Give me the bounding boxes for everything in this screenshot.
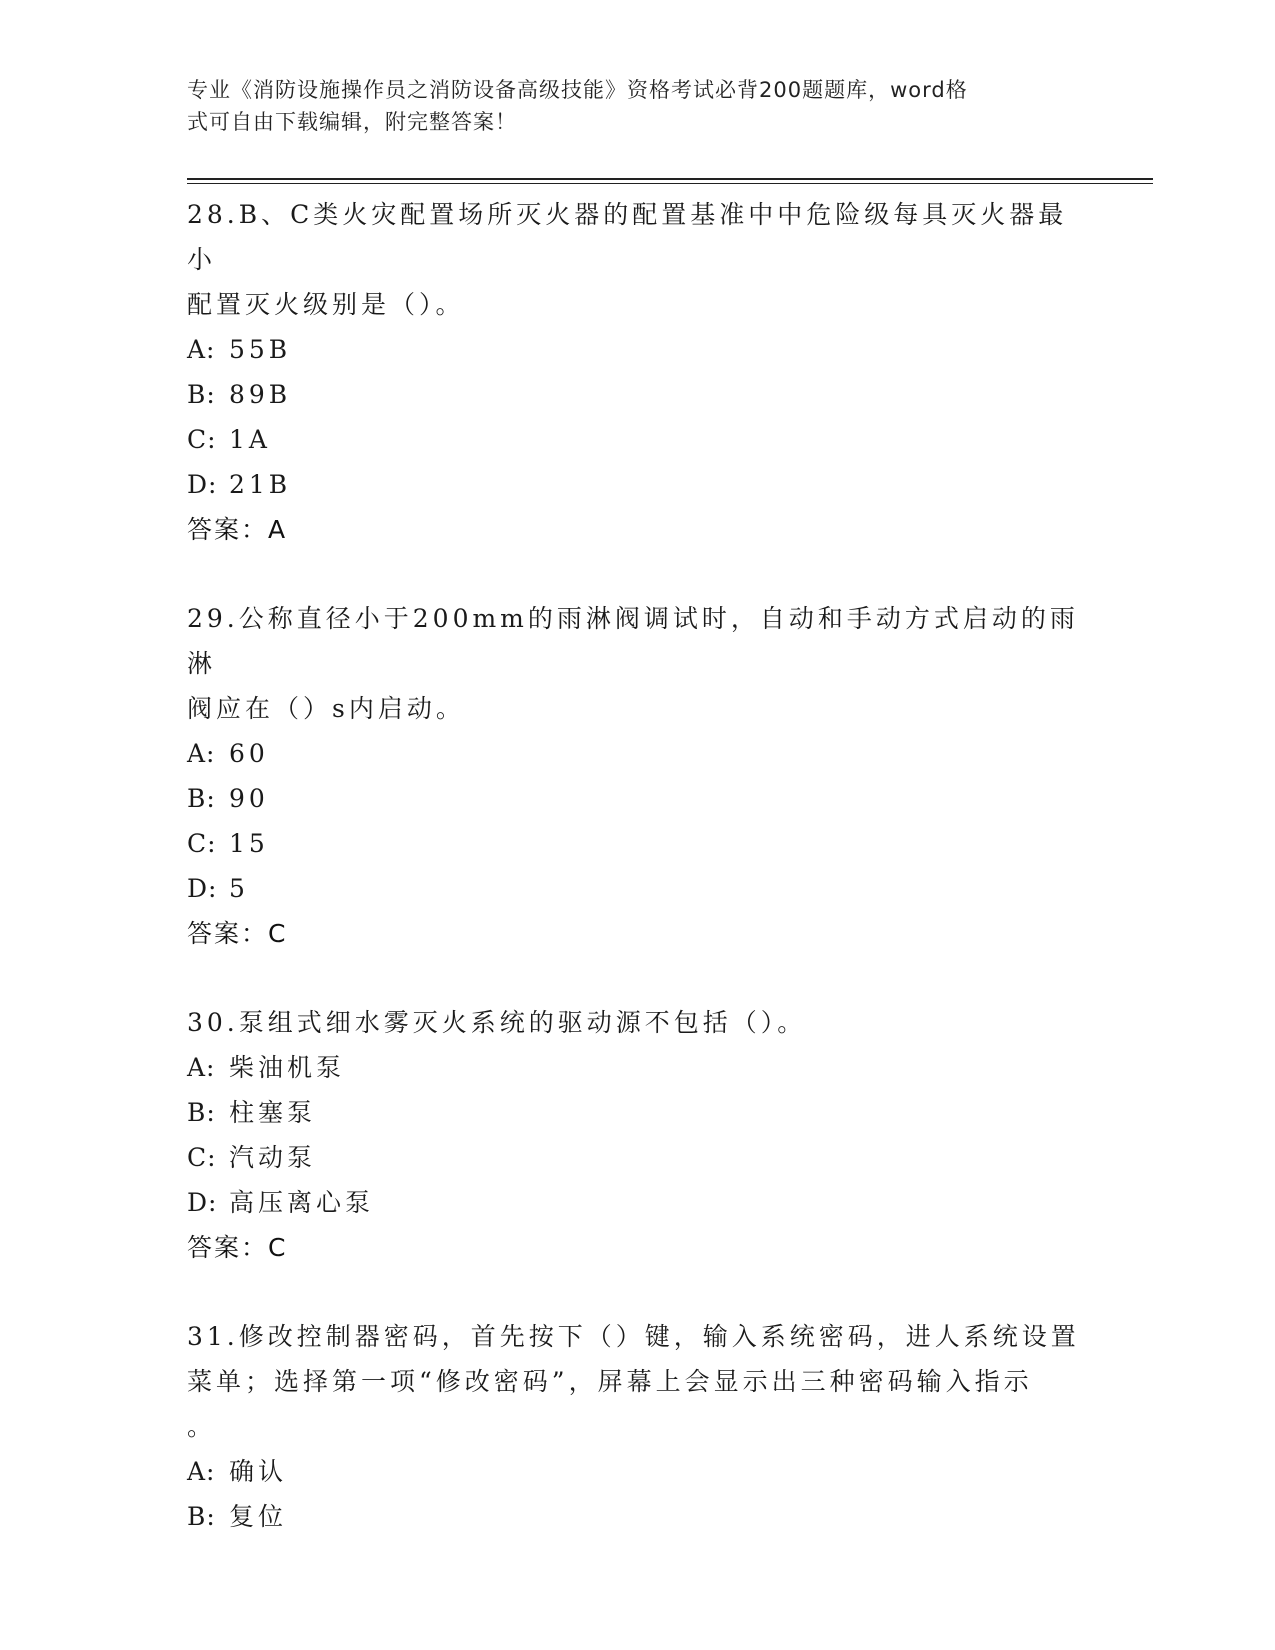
question-stem-line: 28.B、C类火灾配置场所灭火器的配置基准中中危险级每具灭火器最小	[187, 200, 1068, 274]
question-stem-line: 。	[187, 1412, 217, 1441]
question-stem	[187, 596, 1087, 731]
option-letter: A:	[187, 1457, 216, 1486]
option-text: 柱塞泵	[229, 1098, 317, 1127]
question-stem-line: 29.公称直径小于200mm的雨淋阀调试时，自动和手动方式启动的雨淋	[187, 604, 1079, 678]
option-letter: A:	[187, 739, 216, 768]
option-b	[187, 1090, 1087, 1135]
option-text: 55B	[229, 335, 292, 364]
option-text: 60	[229, 739, 269, 768]
option-a	[187, 1449, 1087, 1494]
option-letter: A:	[187, 335, 216, 364]
option-d	[187, 1180, 1087, 1225]
option-text: 15	[229, 829, 269, 858]
question-stem	[187, 1314, 1087, 1449]
option-text: 高压离心泵	[229, 1188, 375, 1217]
option-b	[187, 776, 1087, 821]
question-list	[187, 192, 1087, 1583]
option-c	[187, 821, 1087, 866]
question-29	[187, 596, 1087, 956]
document-header	[187, 74, 1067, 138]
option-text: 柴油机泵	[229, 1053, 346, 1082]
option-letter: C:	[187, 1143, 217, 1172]
answer-line: 答案：C	[187, 1233, 288, 1262]
option-letter: D:	[187, 470, 218, 499]
option-letter: D:	[187, 874, 218, 903]
question-stem-line: 菜单；选择第一项“修改密码”，屏幕上会显示出三种密码输入指示	[187, 1367, 1033, 1396]
question-28	[187, 192, 1087, 552]
option-letter: D:	[187, 1188, 218, 1217]
option-letter: A:	[187, 1053, 216, 1082]
question-31	[187, 1314, 1087, 1539]
question-30	[187, 1000, 1087, 1270]
option-letter: B:	[187, 784, 216, 813]
option-text: 89B	[229, 380, 292, 409]
option-c	[187, 417, 1087, 462]
option-text: 复位	[229, 1502, 288, 1531]
option-text: 1A	[229, 425, 271, 454]
option-letter: C:	[187, 829, 217, 858]
option-d	[187, 462, 1087, 507]
question-stem	[187, 192, 1087, 327]
option-d	[187, 866, 1087, 911]
option-b	[187, 372, 1087, 417]
option-text: 汽动泵	[229, 1143, 317, 1172]
header-line-2: 式可自由下载编辑，附完整答案！	[187, 110, 517, 134]
option-a	[187, 1045, 1087, 1090]
option-b	[187, 1494, 1087, 1539]
question-stem	[187, 1000, 1087, 1045]
option-text: 5	[229, 874, 249, 903]
option-text: 90	[229, 784, 269, 813]
option-c	[187, 1135, 1087, 1180]
option-letter: B:	[187, 380, 216, 409]
answer-line: 答案：C	[187, 919, 288, 948]
question-stem-line: 31.修改控制器密码，首先按下（）键，输入系统密码，进人系统设置	[187, 1322, 1080, 1351]
question-stem-line: 配置灭火级别是（）。	[187, 290, 465, 319]
question-stem-line: 阀应在（）s内启动。	[187, 694, 465, 723]
option-letter: C:	[187, 425, 217, 454]
option-letter: B:	[187, 1502, 216, 1531]
option-a	[187, 731, 1087, 776]
header-line-1: 专业《消防设施操作员之消防设备高级技能》资格考试必背200题题库，word格	[187, 78, 968, 102]
answer-line: 答案：A	[187, 515, 288, 544]
option-text: 确认	[229, 1457, 288, 1486]
question-stem-line: 30.泵组式细水雾灭火系统的驱动源不包括（）。	[187, 1008, 807, 1037]
header-divider-thin	[187, 183, 1153, 184]
header-divider-thick	[187, 178, 1153, 180]
option-a	[187, 327, 1087, 372]
option-text: 21B	[229, 470, 292, 499]
option-letter: B:	[187, 1098, 216, 1127]
